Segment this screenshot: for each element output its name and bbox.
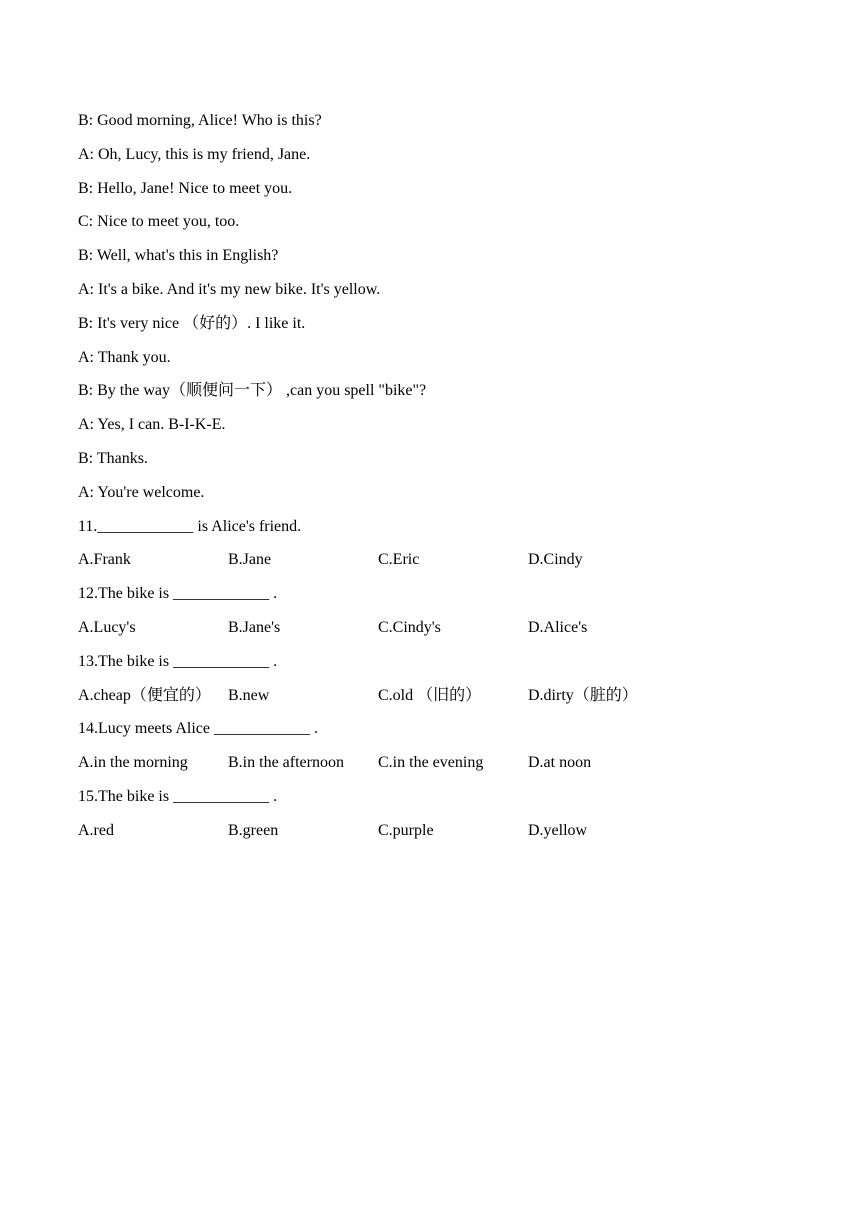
dialogue-line: A: Thank you.: [78, 348, 171, 366]
options-row: [78, 751, 798, 785]
options-row: [78, 548, 798, 582]
question-15: [78, 785, 798, 853]
option-c: C.purple: [378, 821, 434, 839]
option-a: A.in the morning: [78, 754, 188, 772]
option-b: B.green: [228, 821, 279, 839]
dialogue: [78, 109, 798, 515]
options-row: [78, 819, 798, 853]
question-stem: 11.____________ is Alice's friend.: [78, 517, 302, 535]
dialogue-line: B: Hello, Jane! Nice to meet you.: [78, 179, 293, 197]
option-d: D.at noon: [528, 754, 592, 772]
option-d: D.yellow: [528, 821, 588, 839]
option-c: C.in the evening: [378, 754, 484, 772]
dialogue-line: A: Oh, Lucy, this is my friend, Jane.: [78, 145, 311, 163]
worksheet-page: [78, 109, 798, 853]
options-row: [78, 684, 798, 718]
option-a: A.Lucy's: [78, 618, 136, 636]
option-a: A.red: [78, 821, 114, 839]
option-c: C.old （旧的）: [378, 686, 482, 704]
option-b: B.Jane: [228, 551, 272, 569]
dialogue-line: C: Nice to meet you, too.: [78, 213, 240, 231]
dialogue-line: B: It's very nice （好的）. I like it.: [78, 314, 306, 332]
option-b: B.new: [228, 686, 270, 704]
dialogue-line: A: Yes, I can. B-I-K-E.: [78, 416, 226, 434]
option-d: D.Alice's: [528, 618, 588, 636]
question-12: [78, 582, 798, 650]
question-stem: 13.The bike is ____________ .: [78, 652, 278, 670]
question-11: [78, 515, 798, 583]
question-14: [78, 717, 798, 785]
question-stem: 15.The bike is ____________ .: [78, 787, 278, 805]
option-d: D.dirty（脏的）: [528, 686, 638, 704]
option-a: A.Frank: [78, 551, 131, 569]
dialogue-line: A: You're welcome.: [78, 483, 205, 501]
option-b: B.Jane's: [228, 618, 281, 636]
option-a: A.cheap（便宜的）: [78, 686, 211, 704]
dialogue-line: B: Good morning, Alice! Who is this?: [78, 112, 322, 129]
dialogue-line: A: It's a bike. And it's my new bike. It's yellow.: [78, 280, 381, 298]
dialogue-line: B: By the way（顺便问一下） ,can you spell "bike"?: [78, 382, 427, 400]
dialogue-line: B: Well, what's this in English?: [78, 247, 279, 265]
option-c: C.Cindy's: [378, 618, 441, 636]
dialogue-line: B: Thanks.: [78, 449, 148, 467]
question-stem: 12.The bike is ____________ .: [78, 585, 278, 603]
question-stem: 14.Lucy meets Alice ____________ .: [78, 720, 318, 738]
option-b: B.in the afternoon: [228, 754, 344, 772]
option-d: D.Cindy: [528, 551, 583, 569]
question-13: [78, 650, 798, 718]
option-c: C.Eric: [378, 551, 420, 569]
options-row: [78, 616, 798, 650]
questions: [78, 515, 798, 853]
